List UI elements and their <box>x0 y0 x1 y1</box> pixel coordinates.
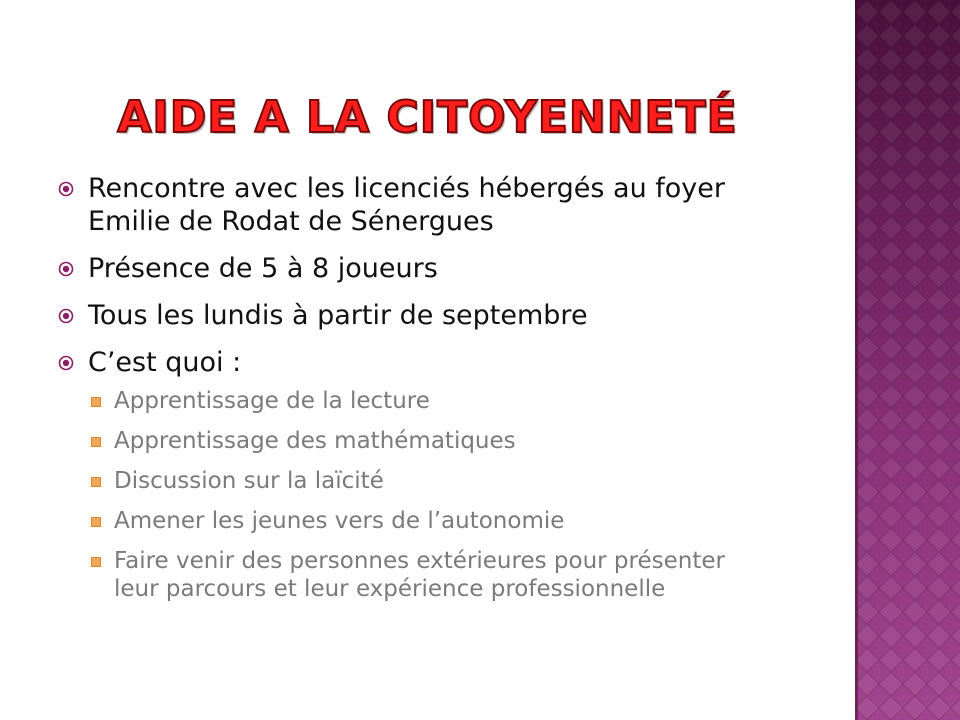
sub-bullet-text: Amener les jeunes vers de l’autonomie <box>114 508 565 534</box>
circle-bullet-icon <box>58 181 74 197</box>
bullet-text: Tous les lundis à partir de septembre <box>88 300 588 331</box>
sub-bullet-text: Discussion sur la laïcité <box>114 468 384 494</box>
bullet-item <box>58 299 748 332</box>
decorative-side-band <box>855 0 960 720</box>
sub-bullet-item <box>58 387 748 415</box>
sub-bullet-text: Apprentissage des mathématiques <box>114 428 516 454</box>
diamond-pattern <box>855 0 960 720</box>
square-bullet-icon <box>91 557 101 567</box>
circle-bullet-icon <box>58 308 74 324</box>
sub-bullet-item <box>58 547 748 603</box>
square-bullet-icon <box>91 397 101 407</box>
circle-bullet-icon <box>58 355 74 371</box>
square-bullet-icon <box>91 437 101 447</box>
bullet-item <box>58 346 748 379</box>
bullet-item <box>58 172 748 238</box>
sub-bullet-list <box>58 387 748 603</box>
sub-bullet-item <box>58 467 748 495</box>
square-bullet-icon <box>91 517 101 527</box>
bullet-item <box>58 252 748 285</box>
bullet-text: Présence de 5 à 8 joueurs <box>88 253 438 284</box>
sub-bullet-text: Apprentissage de la lecture <box>114 388 430 414</box>
square-bullet-icon <box>91 477 101 487</box>
side-band-edge <box>855 0 858 720</box>
slide-title: AIDE A LA CITOYENNETÉ <box>117 92 738 143</box>
bullet-text: C’est quoi : <box>88 347 242 378</box>
circle-bullet-icon <box>58 261 74 277</box>
sub-bullet-text: Faire venir des personnes extérieures pour présenter leur parcours et leur expérience professionnelle <box>114 548 725 602</box>
sub-bullet-item <box>58 507 748 535</box>
bullet-text: Rencontre avec les licenciés hébergés au foyer Emilie de Rodat de Sénergues <box>88 173 725 237</box>
sub-bullet-item <box>58 427 748 455</box>
slide-content <box>58 172 748 615</box>
